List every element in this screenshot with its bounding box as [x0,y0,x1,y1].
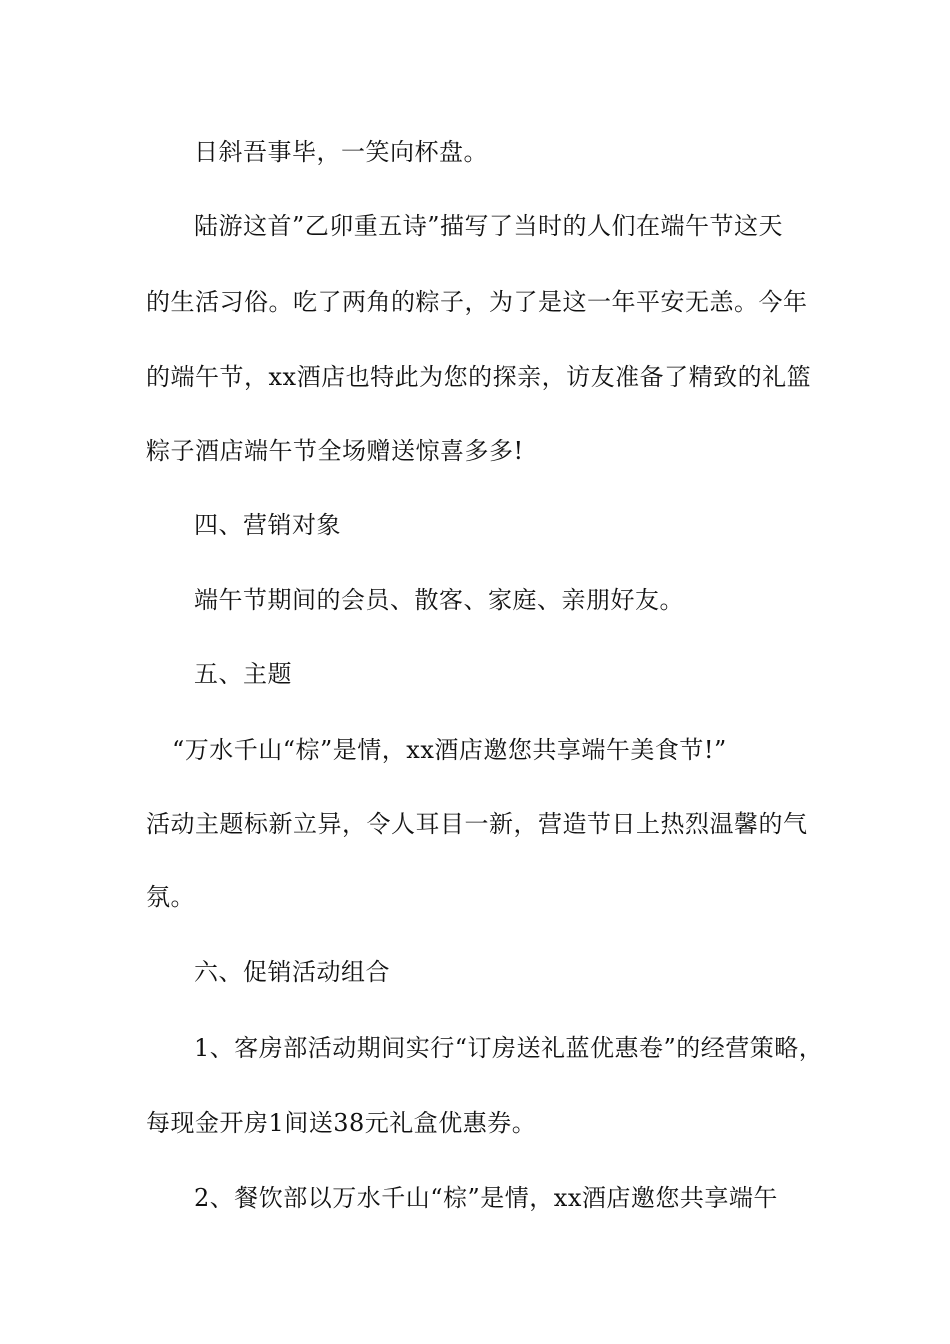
section-heading-marketing-target: 四、营销对象 [194,511,341,539]
list-item-line: 每现金开房1间送38元礼盒优惠券。 [146,1109,537,1137]
paragraph-line: 氛。 [146,883,195,911]
theme-slogan: “万水千山“棕”是情，xx酒店邀您共享端午美食节!” [172,736,727,764]
paragraph-line: 的生活习俗。吃了两角的粽子，为了是这一年平安无恙。今年 [146,288,808,316]
paragraph-line: 的端午节，xx酒店也特此为您的探亲，访友准备了精致的礼篮 [146,363,812,391]
section-heading-theme: 五、主题 [194,660,292,688]
list-item-line: 1、客房部活动期间实行“订房送礼蓝优惠卷”的经营策略， [194,1034,824,1062]
paragraph-line: 端午节期间的会员、散客、家庭、亲朋好友。 [194,586,684,614]
list-item-line: 2、餐饮部以万水千山“棕”是情，xx酒店邀您共享端午 [194,1184,778,1212]
paragraph-line: 陆游这首”乙卯重五诗”描写了当时的人们在端午节这天 [194,212,784,240]
paragraph-line: 粽子酒店端午节全场赠送惊喜多多! [146,437,524,465]
section-heading-promotion: 六、促销活动组合 [194,958,390,986]
paragraph-line: 活动主题标新立异，令人耳目一新，营造节日上热烈温馨的气 [146,810,808,838]
poem-line: 日斜吾事毕，一笑向杯盘。 [194,138,488,166]
